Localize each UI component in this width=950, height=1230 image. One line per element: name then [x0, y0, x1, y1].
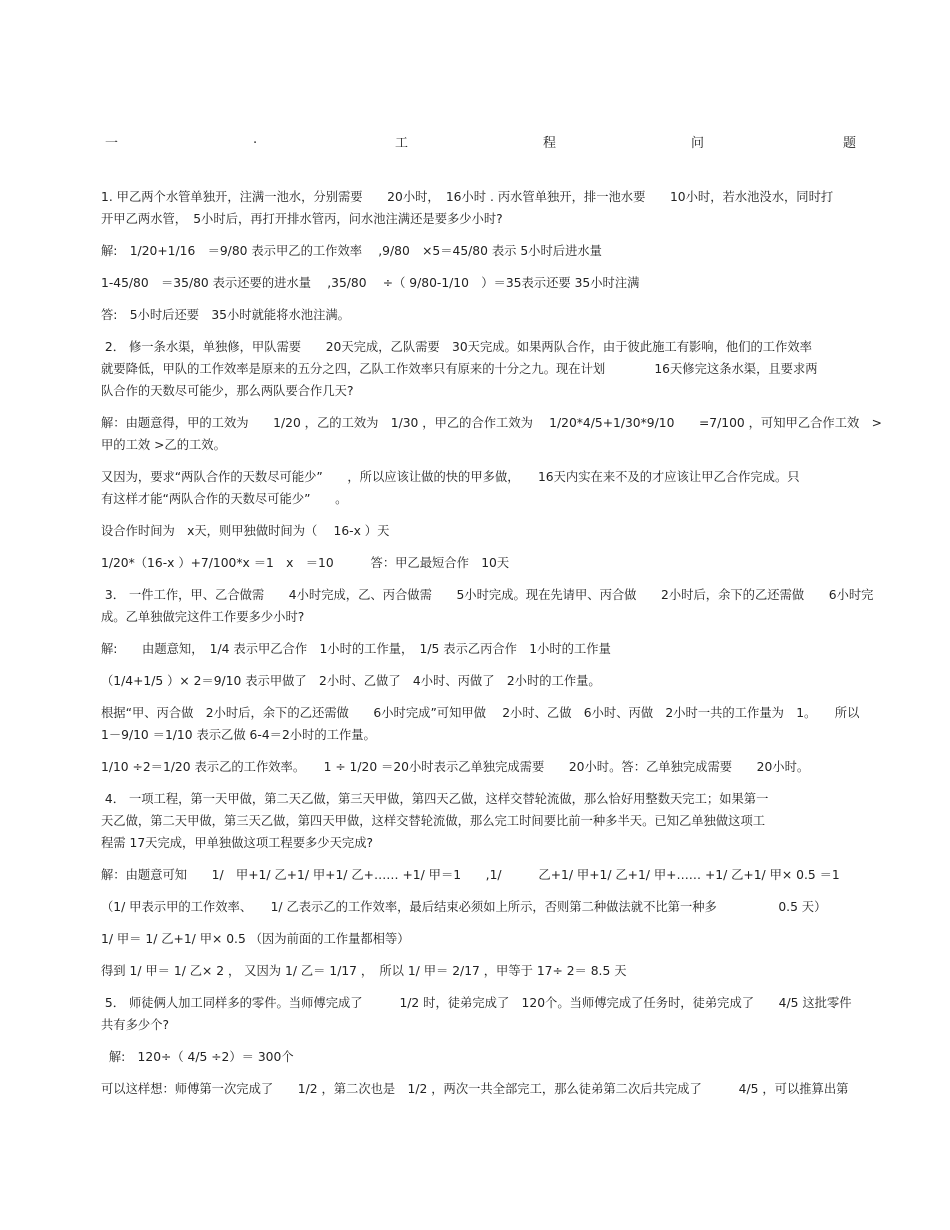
text-line: 答: 5小时后还要 35小时就能将水池注满。	[101, 308, 350, 322]
text-line: 解: 1/20+1/16 ＝9/80 表示甲乙的工作效率 ,9/80 ×5＝45/80 表示 5小时后进水量	[101, 244, 602, 258]
paragraph	[101, 788, 853, 854]
paragraph	[101, 756, 853, 778]
paragraph	[101, 670, 853, 692]
paragraph	[101, 638, 853, 660]
text-line: 解: 由题意知， 1/4 表示甲乙合作 1小时的工作量， 1/5 表示乙丙合作 1小时的工作量	[101, 642, 611, 656]
text-line: 5． 师徒俩人加工同样多的零件。当师傅完成了 1/2 时，徒弟完成了 120个。当师傅完成了任务时，徒弟完成了 4/5 这批零件	[101, 996, 852, 1010]
title-char: 工	[395, 136, 409, 151]
paragraph	[101, 552, 853, 574]
paragraph	[101, 1046, 853, 1068]
text-line: 甲的工效 >乙的工效。	[101, 438, 226, 452]
paragraph	[101, 864, 853, 886]
paragraph	[101, 240, 853, 262]
title-char: 题	[843, 136, 857, 151]
paragraph	[101, 304, 853, 326]
paragraph	[101, 466, 853, 510]
text-line: 1-45/80 ＝35/80 表示还要的进水量 ,35/80 ÷（ 9/80-1/10 ）＝35表示还要 35小时注满	[101, 276, 640, 290]
text-line: 1. 甲乙两个水管单独开，注满一池水，分别需要 20小时， 16小时 . 丙水管单独开，排一池水要 10小时，若水池没水，同时打	[101, 190, 834, 204]
title-char: 程	[543, 136, 557, 151]
text-line: 3． 一件工作，甲、乙合做需 4小时完成，乙、丙合做需 5小时完成。现在先请甲、丙合做 2小时后，余下的乙还需做 6小时完	[101, 588, 874, 602]
paragraph	[101, 1078, 853, 1100]
text-line: 得到 1/ 甲＝ 1/ 乙× 2 ， 又因为 1/ 乙＝ 1/17 ， 所以 1/ 甲＝ 2/17 ，甲等于 17÷ 2＝ 8.5 天	[101, 964, 627, 978]
text-line: 可以这样想：师傅第一次完成了 1/2 ，第二次也是 1/2 ，两次一共全部完工，那么徒弟第二次后共完成了 4/5 ，可以推算出第	[101, 1082, 849, 1096]
text-line: 解: 120÷（ 4/5 ÷2）＝ 300个	[101, 1050, 294, 1064]
text-line: 根据“甲、丙合做 2小时后，余下的乙还需做 6小时完成”可知甲做 2小时、乙做 6小时、丙做 2小时一共的工作量为 1。 所以	[101, 706, 860, 720]
text-line: 程需 17天完成，甲单独做这项工程要多少天完成?	[101, 836, 374, 850]
paragraph	[101, 992, 853, 1036]
paragraph	[101, 520, 853, 542]
text-line: 就要降低，甲队的工作效率是原来的五分之四，乙队工作效率只有原来的十分之九。现在计划 16天修完这条水渠，且要求两	[101, 362, 818, 376]
text-line: 成。乙单独做完这件工作要多少小时?	[101, 610, 305, 624]
paragraph	[101, 584, 874, 628]
text-line: （1/4+1/5 ）× 2＝9/10 表示甲做了 2小时、乙做了 4小时、丙做了 2小时的工作量。	[101, 674, 601, 688]
text-line: 1－9/10 ＝1/10 表示乙做 6-4＝2小时的工作量。	[101, 728, 376, 742]
paragraph	[101, 412, 882, 456]
text-line: 设合作时间为 x天，则甲独做时间为（ 16-x ）天	[101, 524, 390, 538]
paragraph	[101, 336, 853, 402]
title-char: 一	[105, 136, 119, 151]
text-line: 共有多少个?	[101, 1018, 170, 1032]
text-line: （1/ 甲表示甲的工作效率、 1/ 乙表示乙的工作效率，最后结束必须如上所示，否则第二种做法就不比第一种多 0.5 天）	[101, 900, 827, 914]
text-line: 开甲乙两水管， 5小时后，再打开排水管丙，问水池注满还是要多少小时?	[101, 212, 503, 226]
text-line: 1/10 ÷2＝1/20 表示乙的工作效率。 1 ÷ 1/20 ＝20小时表示乙单独完成需要 20小时。答：乙单独完成需要 20小时。	[101, 760, 810, 774]
text-line: 有这样才能“两队合作的天数尽可能少” 。	[101, 492, 348, 506]
text-line: 1/20*（16-x ）+7/100*x ＝1 x ＝10 答：甲乙最短合作 10天	[101, 556, 510, 570]
paragraph	[101, 272, 853, 294]
title-char: 问	[691, 136, 705, 151]
paragraph	[101, 928, 853, 950]
title-char: .	[253, 132, 258, 147]
paragraph	[101, 960, 853, 982]
text-line: 队合作的天数尽可能少，那么两队要合作几天?	[101, 384, 354, 398]
text-line: 解：由题意可知 1/ 甲+1/ 乙+1/ 甲+1/ 乙+…… +1/ 甲＝1 ,1/ 乙+1/ 甲+1/ 乙+1/ 甲+…… +1/ 乙+1/ 甲× 0.5 ＝1	[101, 868, 840, 882]
text-line: 解：由题意得，甲的工效为 1/20 ，乙的工效为 1/30 ，甲乙的合作工效为 1/20*4/5+1/30*9/10 =7/100 ，可知甲乙合作工效 >	[101, 416, 882, 430]
paragraph	[101, 702, 860, 746]
text-line: 1/ 甲＝ 1/ 乙+1/ 甲× 0.5 （因为前面的工作量都相等）	[101, 932, 410, 946]
text-line: 又因为，要求“两队合作的天数尽可能少” ，所以应该让做的快的甲多做， 16天内实在来不及的才应该让甲乙合作完成。只	[101, 470, 800, 484]
text-line: 2． 修一条水渠，单独修，甲队需要 20天完成，乙队需要 30天完成。如果两队合作，由于彼此施工有影响，他们的工作效率	[101, 340, 812, 354]
text-line: 4． 一项工程，第一天甲做，第二天乙做，第三天甲做，第四天乙做，这样交替轮流做，那么恰好用整数天完工；如果第一	[101, 792, 769, 806]
paragraph	[101, 186, 853, 230]
text-line: 天乙做，第二天甲做，第三天乙做，第四天甲做，这样交替轮流做，那么完工时间要比前一种多半天。已知乙单独做这项工	[101, 814, 766, 828]
document-body	[101, 186, 882, 1110]
document-title	[105, 132, 855, 152]
paragraph	[101, 896, 853, 918]
